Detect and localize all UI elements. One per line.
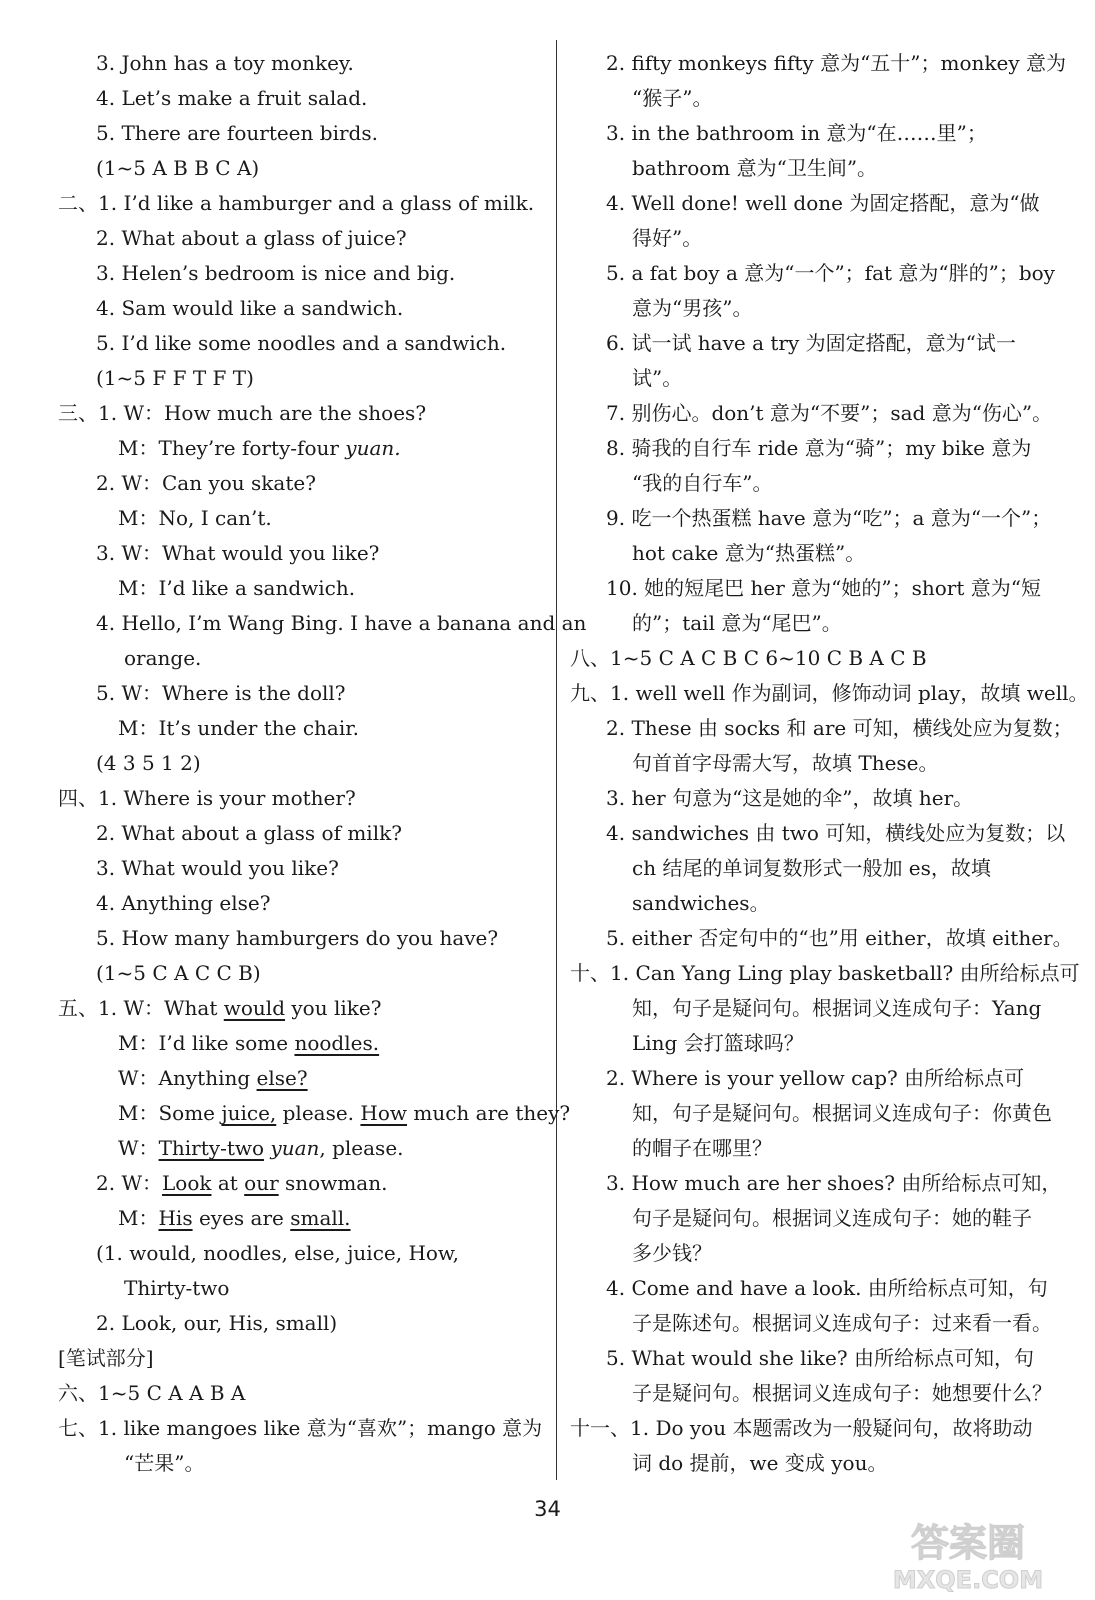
right-column: [570, 46, 1089, 1481]
text-line: 4. Anything else?: [96, 891, 271, 915]
text-line: bathroom 意为“卫生间”。: [632, 156, 878, 180]
text-line: 的”；tail 意为“尾巴”。: [632, 611, 842, 635]
text-line: 5. a fat boy a 意为“一个”；fat 意为“胖的”；boy: [606, 261, 1055, 285]
text-line: 4. Let’s make a fruit salad.: [96, 86, 368, 110]
dialogue-line: 2. W：Can you skate?: [96, 471, 316, 495]
text-line: 7. 别伤心。don’t 意为“不要”；sad 意为“伤心”。: [606, 401, 1053, 425]
underlined-answer: small.: [290, 1206, 351, 1230]
text-line: 5. There are fourteen birds.: [96, 121, 378, 145]
underlined-answer: Thirty-two: [158, 1136, 265, 1160]
answer-key-line: (1. would, noodles, else, juice, How,: [96, 1241, 460, 1265]
section-heading-5: [58, 991, 548, 1026]
text-line: 知，句子是疑问句。根据词义连成句子：Yang: [632, 996, 1042, 1020]
text-line: 5. I’d like some noodles and a sandwich.: [96, 331, 507, 355]
watermark-top-text: 答案圈: [910, 1521, 1026, 1565]
section-heading-6: 六、1~5 C A A B A: [58, 1381, 246, 1405]
text: W：: [118, 1136, 159, 1160]
text-line: 4. Sam would like a sandwich.: [96, 296, 404, 320]
dialogue-line: [58, 1026, 548, 1061]
text-line: 试”。: [632, 366, 683, 390]
dialogue-line: [58, 1131, 548, 1166]
text-line: 得好”。: [632, 226, 703, 250]
dialogue-line: 3. W：What would you like?: [96, 541, 380, 565]
watermark-logo: [863, 1510, 1073, 1596]
underlined-answer: His: [158, 1206, 193, 1230]
text-line: 3. What would you like?: [96, 856, 339, 880]
dialogue-line: M：No, I can’t.: [118, 506, 272, 530]
section-heading-3: 三、1. W：How much are the shoes?: [58, 401, 427, 425]
section-heading-9: 九、1. well well 作为副词，修饰动词 play，故填 well。: [570, 681, 1089, 705]
text: please.: [282, 1101, 355, 1125]
italic-word: yuan: [270, 1136, 320, 1160]
column-divider: [556, 40, 557, 1480]
text-line: 8. 骑我的自行车 ride 意为“骑”；my bike 意为: [606, 436, 1032, 460]
text-line: sandwiches。: [632, 891, 770, 915]
text: you like?: [291, 996, 382, 1020]
answer-key-line: (1~5 C A C C B): [96, 961, 261, 985]
text-line: 3. How much are her shoes? 由所给标点可知，: [606, 1171, 1062, 1195]
text-line: hot cake 意为“热蛋糕”。: [632, 541, 866, 565]
text-line: 2. These 由 socks 和 are 可知，横线处应为复数；: [606, 716, 1073, 740]
section-heading-11: 十一、1. Do you 本题需改为一般疑问句，故将助动: [570, 1416, 1033, 1440]
text: much are they?: [413, 1101, 571, 1125]
dialogue-line: [58, 1201, 548, 1236]
text: W：Anything: [118, 1066, 251, 1090]
answer-key-line: Thirty-two: [124, 1276, 230, 1300]
text-line: 3. in the bathroom in 意为“在……里”；: [606, 121, 987, 145]
answer-key-line: (1~5 A B B C A): [96, 156, 260, 180]
text-line: 6. 试一试 have a try 为固定搭配，意为“试一: [606, 331, 1016, 355]
text-line: 意为“男孩”。: [632, 296, 753, 320]
answer-key-line: 2. Look, our, His, small): [96, 1311, 338, 1335]
text-line: “猴子”。: [632, 86, 713, 110]
text-line: 4. sandwiches 由 two 可知，横线处应为复数；以: [606, 821, 1066, 845]
dialogue-line: 5. W：Where is the doll?: [96, 681, 346, 705]
text-line: 句子是疑问句。根据词义连成句子：她的鞋子: [632, 1206, 1032, 1230]
text-line: 2. fifty monkeys fifty 意为“五十”；monkey 意为: [606, 51, 1067, 75]
text: at: [217, 1171, 238, 1195]
text-line: orange.: [124, 646, 202, 670]
text-line: 多少钱？: [632, 1241, 712, 1265]
underlined-answer: juice,: [221, 1101, 277, 1125]
underlined-answer: our: [244, 1171, 279, 1195]
underlined-answer: would: [223, 996, 286, 1020]
dialogue-line: [58, 1166, 548, 1201]
answer-key-line: (1~5 F F T F T): [96, 366, 254, 390]
section-heading-8: 八、1~5 C A C B C 6~10 C B A C B: [570, 646, 927, 670]
page-number: 34: [534, 1497, 561, 1521]
text: , please.: [319, 1136, 404, 1160]
text-line: ch 结尾的单词复数形式一般加 es，故填: [632, 856, 991, 880]
text-line: 2. Where is your yellow cap? 由所给标点可: [606, 1066, 1025, 1090]
underlined-answer: Look: [162, 1171, 212, 1195]
answer-key-line: (4 3 5 1 2): [96, 751, 201, 775]
section-heading-10: 十、1. Can Yang Ling play basketball? 由所给标点可: [570, 961, 1080, 985]
text-line: 子是疑问句。根据词义连成句子：她想要什么？: [632, 1381, 1052, 1405]
left-column: [58, 46, 587, 1481]
text-line: 9. 吃一个热蛋糕 have 意为“吃”；a 意为“一个”；: [606, 506, 1052, 530]
underlined-answer: noodles.: [294, 1031, 380, 1055]
text-line: Ling 会打篮球吗？: [632, 1031, 804, 1055]
text-line: 的帽子在哪里？: [632, 1136, 772, 1160]
text-line: 4. Well done! well done 为固定搭配，意为“做: [606, 191, 1040, 215]
text-line: 3. John has a toy monkey.: [96, 51, 354, 75]
section-heading-2: 二、1. I’d like a hamburger and a glass of milk.: [58, 191, 535, 215]
text-line: 词 do 提前，we 变成 you。: [632, 1451, 888, 1475]
text-line: 5. How many hamburgers do you have?: [96, 926, 499, 950]
text-line: 2. What about a glass of juice?: [96, 226, 407, 250]
dialogue-text: M：They’re forty-four: [118, 436, 339, 460]
dialogue-line: M：I’d like a sandwich.: [118, 576, 356, 600]
text: M：Some: [118, 1101, 216, 1125]
text-line: 5. What would she like? 由所给标点可知，句: [606, 1346, 1034, 1370]
text-line: 3. Helen’s bedroom is nice and big.: [96, 261, 456, 285]
section-heading-4: 四、1. Where is your mother?: [58, 786, 356, 810]
section-heading-7: 七、1. like mangoes like 意为“喜欢”；mango 意为: [58, 1416, 543, 1440]
text-line: 2. What about a glass of milk?: [96, 821, 402, 845]
text: 2. W：: [96, 1171, 162, 1195]
dialogue-line: [58, 1096, 571, 1131]
underlined-answer: else?: [256, 1066, 308, 1090]
text-line: 子是陈述句。根据词义连成句子：过来看一看。: [632, 1311, 1052, 1335]
dialogue-line: [58, 431, 548, 466]
text-line: “芒果”。: [124, 1451, 205, 1475]
text: M：I’d like some: [118, 1031, 289, 1055]
watermark-bottom-text: MXQE.COM: [892, 1566, 1044, 1594]
text-line: 4. Hello, I’m Wang Bing. I have a banana and an: [96, 611, 587, 635]
text-line: “我的自行车”。: [632, 471, 773, 495]
text-line: 句首首字母需大写，故填 These。: [632, 751, 939, 775]
text: M：: [118, 1206, 159, 1230]
dialogue-line: M：It’s under the chair.: [118, 716, 359, 740]
part-heading: [笔试部分]: [58, 1346, 154, 1370]
text: eyes are: [198, 1206, 284, 1230]
text-line: 10. 她的短尾巴 her 意为“她的”；short 意为“短: [606, 576, 1041, 600]
italic-word: yuan.: [345, 436, 401, 460]
text-line: 3. her 句意为“这是她的伞”，故填 her。: [606, 786, 974, 810]
text: 五、1. W：What: [58, 996, 218, 1020]
text: snowman.: [285, 1171, 388, 1195]
underlined-answer: How: [360, 1101, 408, 1125]
text-line: 知，句子是疑问句。根据词义连成句子：你黄色: [632, 1101, 1052, 1125]
text-line: 5. either 否定句中的“也”用 either，故填 either。: [606, 926, 1073, 950]
dialogue-line: [58, 1061, 548, 1096]
text-line: 4. Come and have a look. 由所给标点可知，句: [606, 1276, 1048, 1300]
